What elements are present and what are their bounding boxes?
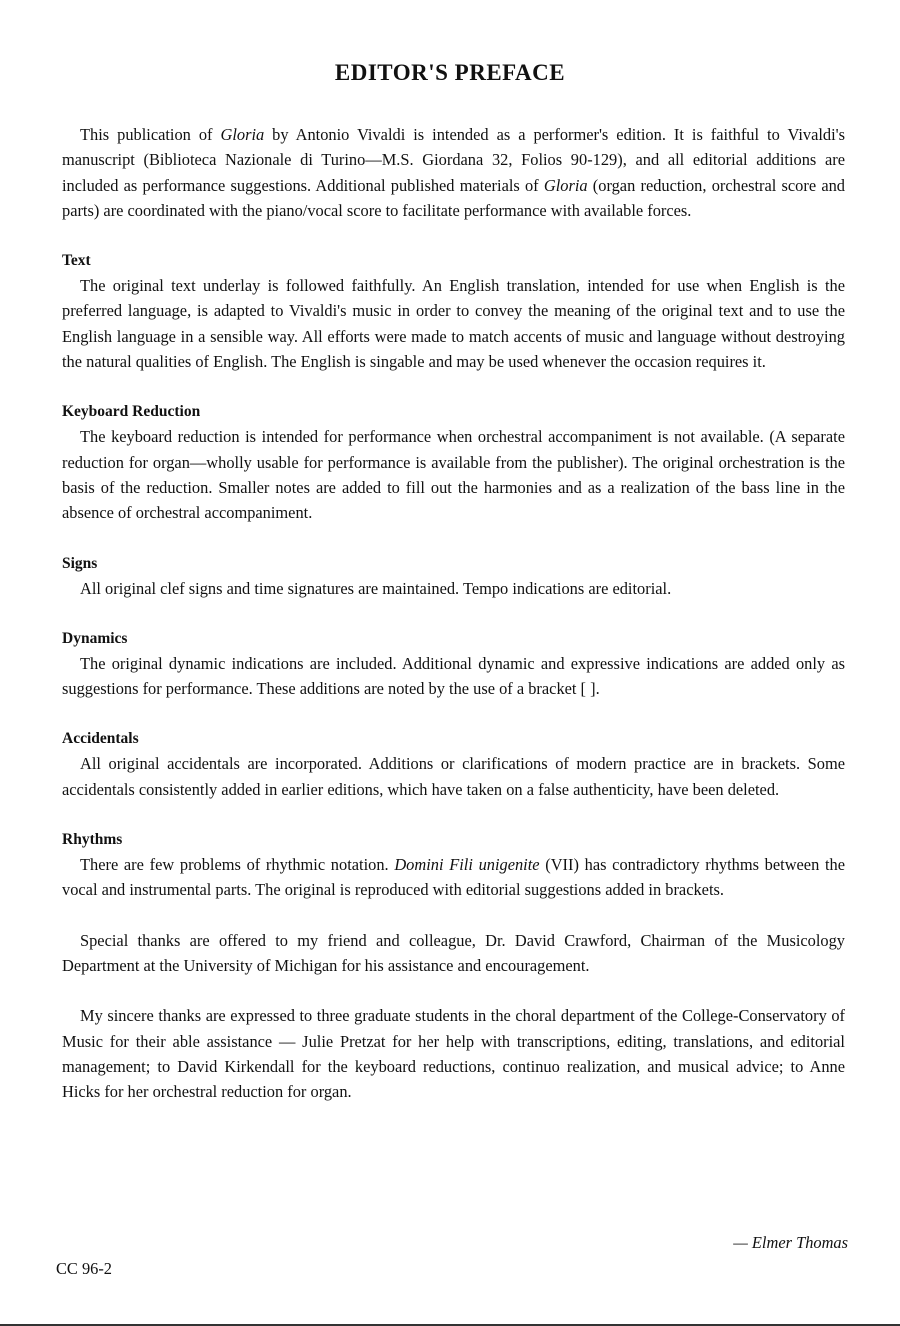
preface-body bbox=[62, 122, 845, 1129]
keyboard-section bbox=[62, 399, 845, 525]
page-title: EDITOR'S PREFACE bbox=[334, 60, 566, 85]
rhythms-paragraph bbox=[62, 852, 845, 903]
dynamics-section bbox=[62, 626, 845, 702]
thanks-paragraph-1: Special thanks are offered to my friend and colleague, Dr. David Crawford, Chairman of the Musicology Department at the University of Michigan for his assistance and encouragement. bbox=[62, 930, 845, 975]
intro-text-1: This publication of bbox=[80, 125, 221, 144]
rhythms-text-2: (VII) has contradictory rhythms between the vocal and instrumental parts. The original is reproduced with editorial suggestions added in brackets. bbox=[62, 855, 845, 900]
keyboard-paragraph: The keyboard reduction is intended for performance when orchestral accompaniment is not available. (A separate reduction for organ—wholly usable for performance is available from the publisher). The original orchestration is the basis of the reduction. Smaller notes are added to fill out the harmonies and as a realization of the bass line in the absence of orchestral accompaniment. bbox=[62, 427, 845, 523]
intro-section bbox=[62, 122, 845, 223]
thanks-section-2 bbox=[62, 1003, 845, 1104]
accidentals-heading: Accidentals bbox=[62, 730, 139, 748]
intro-text-2: by Antonio Vivaldi is intended as a performer's edition. It is faithful to Vivaldi's manuscript (Biblioteca Nazionale di Turino—M.S. Giordana 32, Folios 90-129), and all editorial additions are included as performance suggestions. Additional published materials of bbox=[62, 125, 845, 195]
rhythms-heading: Rhythms bbox=[62, 831, 123, 849]
intro-title-gloria-1: Gloria bbox=[220, 125, 265, 144]
thanks-paragraph-2: My sincere thanks are expressed to three graduate students in the choral department of the College-Conservatory of Music for their able assistance — Julie Pretzat for her help with transcriptions, editing, translations, and editorial management; to David Kirkendall for the keyboard reductions, continuo realization, and musical advice; to Anne Hicks for her orchestral reduction for organ. bbox=[62, 1006, 845, 1102]
dynamics-paragraph: The original dynamic indications are included. Additional dynamic and expressive indications are added only as suggestions for performance. These additions are noted by the use of a bracket [ ]. bbox=[62, 653, 845, 699]
dynamics-heading: Dynamics bbox=[62, 629, 128, 647]
text-heading: Text bbox=[62, 252, 91, 270]
intro-title-gloria-2: Gloria bbox=[543, 175, 588, 195]
rhythms-movement-title: Domini Fili unigenite bbox=[394, 855, 540, 875]
rhythms-section bbox=[62, 827, 845, 903]
keyboard-heading: Keyboard Reduction bbox=[62, 403, 201, 421]
signs-section bbox=[62, 551, 845, 601]
signs-paragraph: All original clef signs and time signatures are maintained. Tempo indications are editorial. bbox=[80, 578, 672, 598]
catalog-number: CC 96-2 bbox=[56, 1259, 113, 1278]
text-section bbox=[62, 248, 845, 374]
text-paragraph: The original text underlay is followed faithfully. An English translation, intended for use when English is the preferred language, is adapted to Vivaldi's music in order to convey the meaning of the original text and to use the English language in a sensible way. All efforts were made to match accents of music and language without destroying the natural qualities of English. The English is singable and may be used whenever the occasion requires it. bbox=[62, 276, 845, 372]
thanks-section-1 bbox=[62, 928, 845, 979]
signs-heading: Signs bbox=[62, 554, 98, 572]
intro-paragraph bbox=[62, 122, 845, 223]
accidentals-section bbox=[62, 726, 845, 802]
editor-signature: — Elmer Thomas bbox=[733, 1233, 848, 1252]
intro-text-3: (organ reduction, orchestral score and parts) are coordinated with the piano/vocal score to facilitate performance with available forces. bbox=[62, 175, 845, 220]
rhythms-text-1: There are few problems of rhythmic notation. bbox=[80, 855, 395, 875]
accidentals-paragraph: All original accidentals are incorporated. Additions or clarifications of modern practice are in brackets. Some accidentals consistently added in earlier editions, which have taken on a false authenticity, have been deleted. bbox=[62, 754, 845, 799]
